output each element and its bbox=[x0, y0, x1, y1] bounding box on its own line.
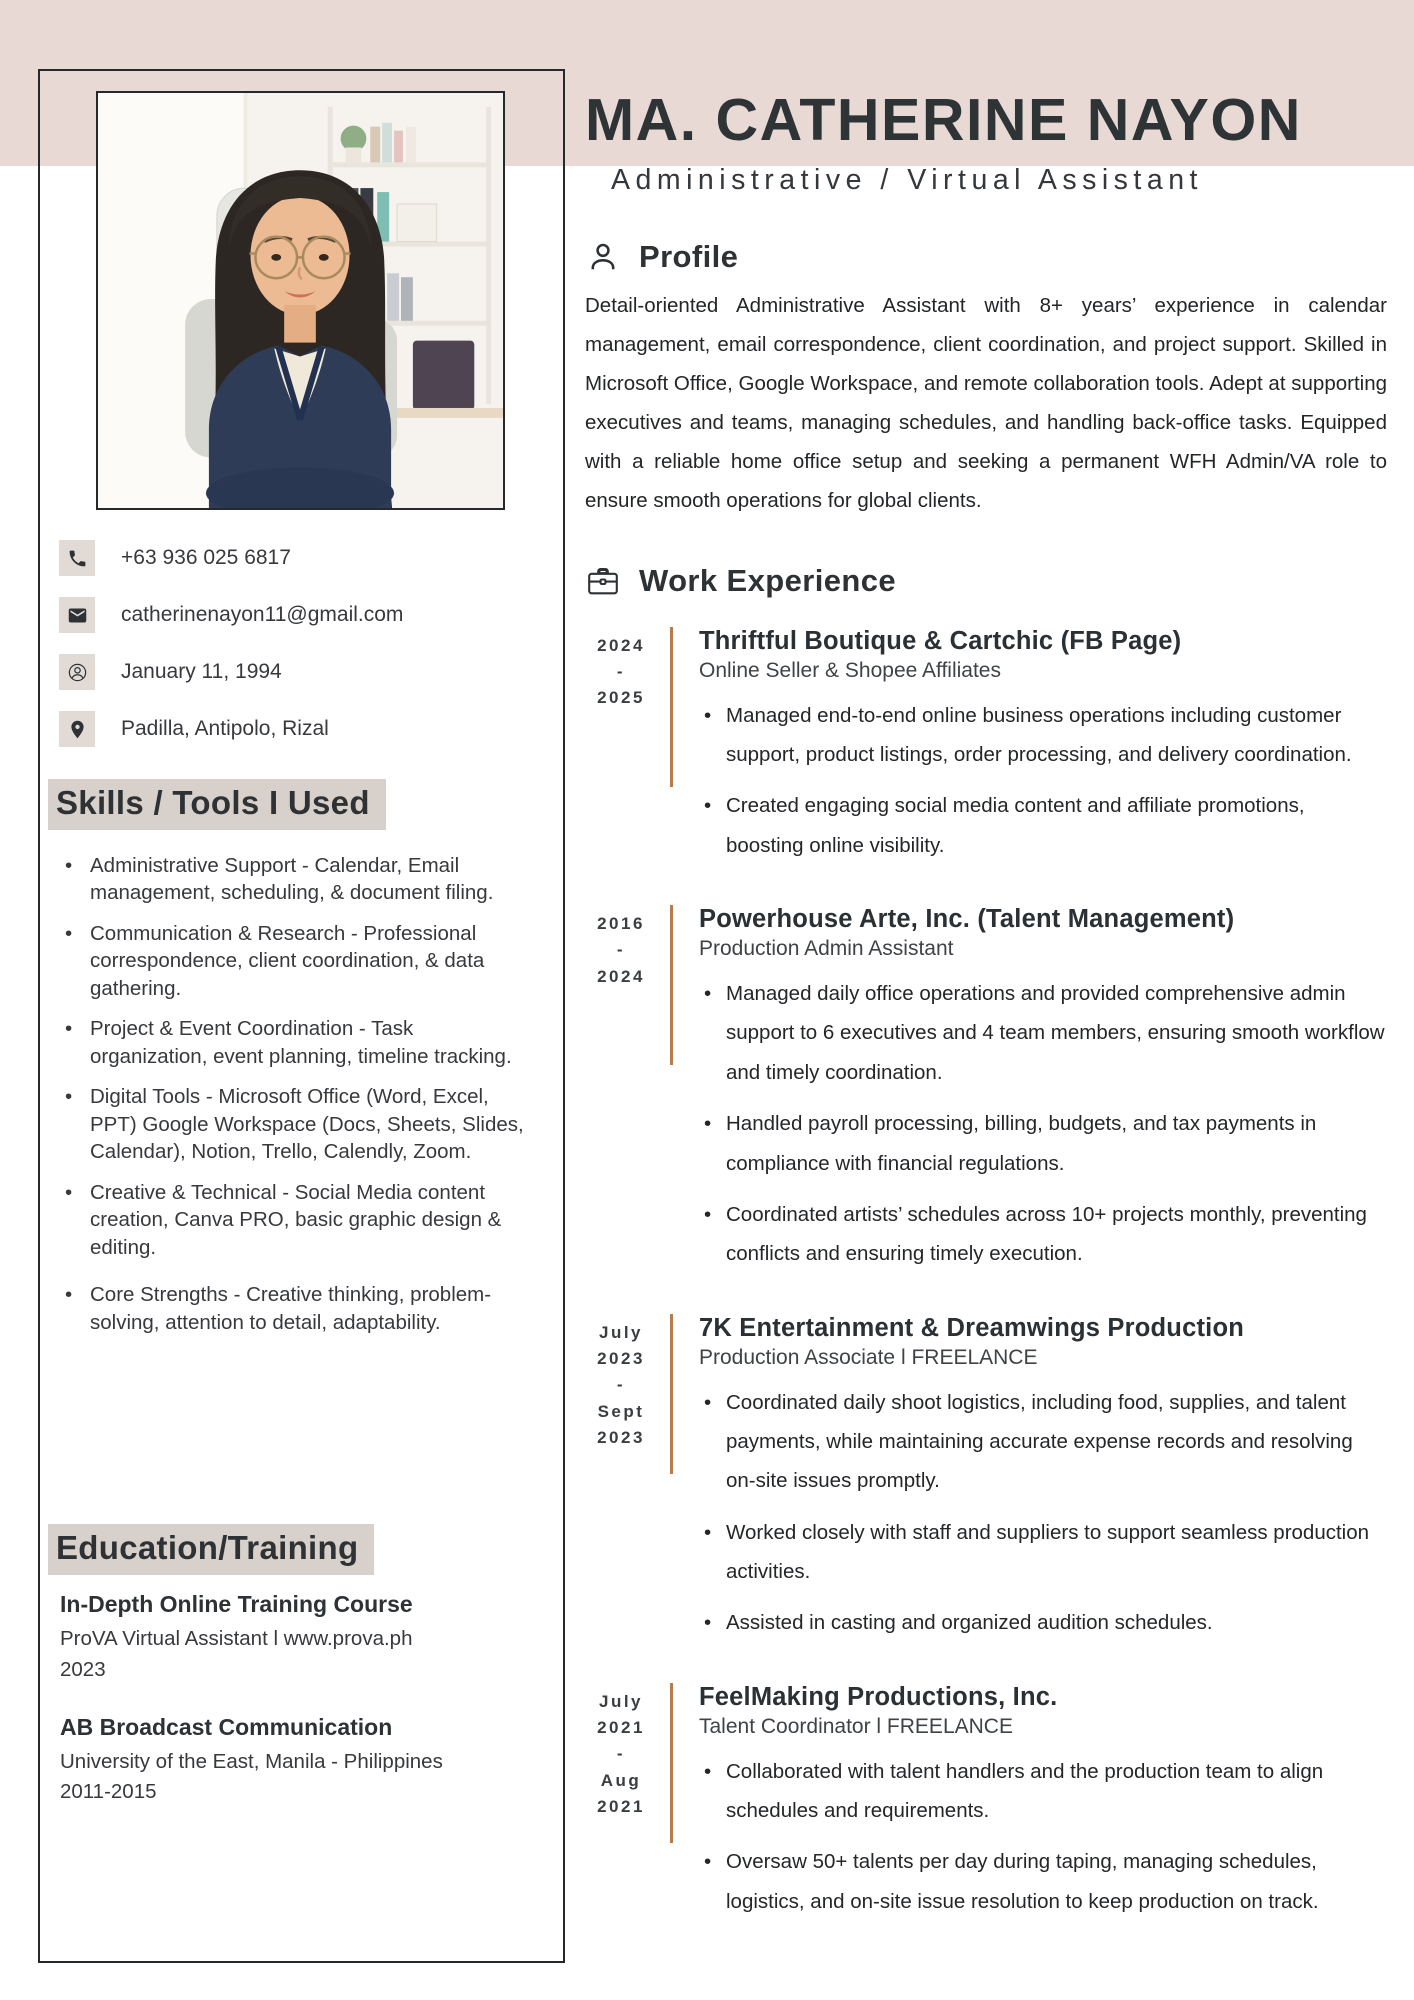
location-icon bbox=[59, 711, 95, 747]
job-bullets bbox=[699, 974, 1387, 1274]
education-org: University of the East, Manila - Philippines bbox=[60, 1749, 443, 1773]
job-dates bbox=[585, 627, 657, 712]
contact-birthdate bbox=[59, 654, 563, 690]
job-content bbox=[673, 1683, 1387, 1933]
work-experience-header bbox=[585, 563, 1387, 599]
job-date-line: - bbox=[616, 1744, 626, 1764]
job-content bbox=[673, 905, 1387, 1286]
contact-list bbox=[59, 540, 563, 747]
person-icon bbox=[585, 239, 621, 275]
phone-number: +63 936 025 6817 bbox=[121, 546, 291, 569]
job-content bbox=[673, 1314, 1387, 1655]
job-bullets bbox=[699, 1383, 1387, 1643]
education-item bbox=[60, 1591, 563, 1686]
email-icon bbox=[59, 597, 95, 633]
job-bullet: • Collaborated with talent handlers and the production team to align schedules and requirements. bbox=[699, 1752, 1387, 1831]
job-role: Talent Coordinator l FREELANCE bbox=[699, 1714, 1013, 1738]
education-title: AB Broadcast Communication bbox=[60, 1713, 393, 1740]
job-bullet: • Oversaw 50+ talents per day during taping, managing schedules, logistics, and on-site issue resolution to keep production on track. bbox=[699, 1842, 1387, 1921]
profile-section bbox=[585, 239, 1387, 521]
job-entry bbox=[585, 1683, 1387, 1933]
job-dates bbox=[585, 1683, 657, 1821]
job-company: Thriftful Boutique & Cartchic (FB Page) bbox=[699, 626, 1182, 655]
skill-item: • Communication & Research - Professional correspondence, client coordination, & data gathering. bbox=[40, 920, 563, 1002]
job-role: Production Associate l FREELANCE bbox=[699, 1345, 1038, 1369]
birthdate: January 11, 1994 bbox=[121, 660, 282, 683]
skills-section bbox=[40, 779, 563, 1336]
job-date-line: 2023 bbox=[597, 1348, 645, 1368]
skills-heading: Skills / Tools I Used bbox=[48, 779, 386, 830]
job-content bbox=[673, 627, 1387, 877]
skill-item: • Creative & Technical - Social Media content creation, Canva PRO, basic graphic design & editing. bbox=[40, 1179, 563, 1261]
person-circle-icon bbox=[59, 654, 95, 690]
job-date-line: - bbox=[616, 940, 626, 960]
work-experience-heading: Work Experience bbox=[639, 562, 896, 598]
profile-photo-illustration bbox=[98, 93, 503, 508]
job-date-line: 2024 bbox=[597, 635, 645, 655]
education-org: ProVA Virtual Assistant l www.prova.ph bbox=[60, 1627, 413, 1651]
job-dates bbox=[585, 1314, 657, 1452]
skill-item: • Digital Tools - Microsoft Office (Word, Excel, PPT) Google Workspace (Docs, Sheets, Slides, Calendar), Notion, Trello, Calendly, Zoom. bbox=[40, 1083, 563, 1165]
location: Padilla, Antipolo, Rizal bbox=[121, 717, 329, 740]
left-sidebar bbox=[38, 69, 565, 1963]
job-list bbox=[585, 627, 1387, 1934]
job-date-line: 2025 bbox=[597, 688, 645, 708]
job-date-line: 2021 bbox=[597, 1718, 645, 1738]
job-date-line: 2016 bbox=[597, 914, 645, 934]
job-bullets bbox=[699, 1752, 1387, 1921]
job-date-line: Sept bbox=[597, 1401, 645, 1421]
contact-location bbox=[59, 711, 563, 747]
education-period: 2023 bbox=[60, 1657, 106, 1681]
job-entry bbox=[585, 1314, 1387, 1655]
job-date-line: 2024 bbox=[597, 966, 645, 986]
skills-list bbox=[40, 852, 563, 1336]
job-date-line: - bbox=[616, 1375, 626, 1395]
profile-text: Detail-oriented Administrative Assistant with 8+ years’ experience in calendar management, email correspondence, client coordination, and project support. Skilled in Microsoft Office, Google Workspace, and remote collaboration tools. Adept at supporting executives and teams, managing schedules, and handling back-office tasks. Equipped with a reliable home office setup and seeking a permanent WFH Admin/VA role to ensure smooth operations for global clients. bbox=[585, 294, 1387, 512]
job-date-line: July bbox=[598, 1322, 644, 1342]
briefcase-icon bbox=[585, 563, 621, 599]
job-bullet: • Created engaging social media content and affiliate promotions, boosting online visibility. bbox=[699, 786, 1387, 865]
profile-header bbox=[585, 239, 1387, 275]
job-date-line: - bbox=[616, 661, 626, 681]
job-bullet: • Coordinated daily shoot logistics, including food, supplies, and talent payments, while maintaining accurate expense records and resolving on-site issues promptly. bbox=[699, 1383, 1387, 1501]
job-bullet: • Coordinated artists’ schedules across 10+ projects monthly, preventing conflicts and ensuring timely execution. bbox=[699, 1195, 1387, 1274]
job-bullet: • Assisted in casting and organized audition schedules. bbox=[699, 1603, 1387, 1642]
main-column bbox=[585, 0, 1387, 1933]
job-company: FeelMaking Productions, Inc. bbox=[699, 1682, 1058, 1711]
work-experience-section bbox=[585, 563, 1387, 1934]
contact-email bbox=[59, 597, 563, 633]
candidate-name: MA. CATHERINE NAYON bbox=[585, 87, 1302, 153]
job-entry bbox=[585, 905, 1387, 1286]
profile-photo bbox=[96, 91, 505, 510]
job-bullet: • Managed daily office operations and provided comprehensive admin support to 6 executives and 4 team members, ensuring smooth workflow and timely coordination. bbox=[699, 974, 1387, 1092]
job-dates bbox=[585, 905, 657, 990]
education-list bbox=[60, 1591, 563, 1808]
email-address: catherinenayon11@gmail.com bbox=[121, 603, 404, 626]
education-period: 2011-2015 bbox=[60, 1780, 157, 1804]
job-date-line: July bbox=[598, 1691, 644, 1711]
job-company: 7K Entertainment & Dreamwings Production bbox=[699, 1313, 1244, 1342]
job-bullet: • Managed end-to-end online business operations including customer support, product listings, order processing, and delivery coordination. bbox=[699, 696, 1387, 775]
job-company: Powerhouse Arte, Inc. (Talent Management) bbox=[699, 905, 1235, 934]
job-date-line: Aug bbox=[600, 1770, 642, 1790]
job-role: Production Admin Assistant bbox=[699, 937, 954, 961]
education-section bbox=[40, 1524, 563, 1808]
job-entry bbox=[585, 627, 1387, 877]
job-role: Online Seller & Shopee Affiliates bbox=[699, 658, 1001, 682]
contact-phone bbox=[59, 540, 563, 576]
education-heading: Education/Training bbox=[48, 1524, 374, 1575]
education-item bbox=[60, 1714, 563, 1809]
job-date-line: 2023 bbox=[597, 1427, 645, 1447]
candidate-title: Administrative / Virtual Assistant bbox=[611, 164, 1203, 196]
skill-item: • Project & Event Coordination - Task organization, event planning, timeline tracking. bbox=[40, 1015, 563, 1070]
job-bullets bbox=[699, 696, 1387, 865]
education-title: In-Depth Online Training Course bbox=[60, 1591, 413, 1618]
skill-item: • Core Strengths - Creative thinking, problem-solving, attention to detail, adaptability. bbox=[40, 1281, 563, 1336]
profile-heading: Profile bbox=[639, 239, 739, 274]
phone-icon bbox=[59, 540, 95, 576]
job-date-line: 2021 bbox=[597, 1797, 645, 1817]
skill-item: • Administrative Support - Calendar, Email management, scheduling, & document filing. bbox=[40, 852, 563, 907]
job-bullet: • Handled payroll processing, billing, budgets, and tax payments in compliance with financial regulations. bbox=[699, 1104, 1387, 1183]
job-bullet: • Worked closely with staff and suppliers to support seamless production activities. bbox=[699, 1513, 1387, 1592]
